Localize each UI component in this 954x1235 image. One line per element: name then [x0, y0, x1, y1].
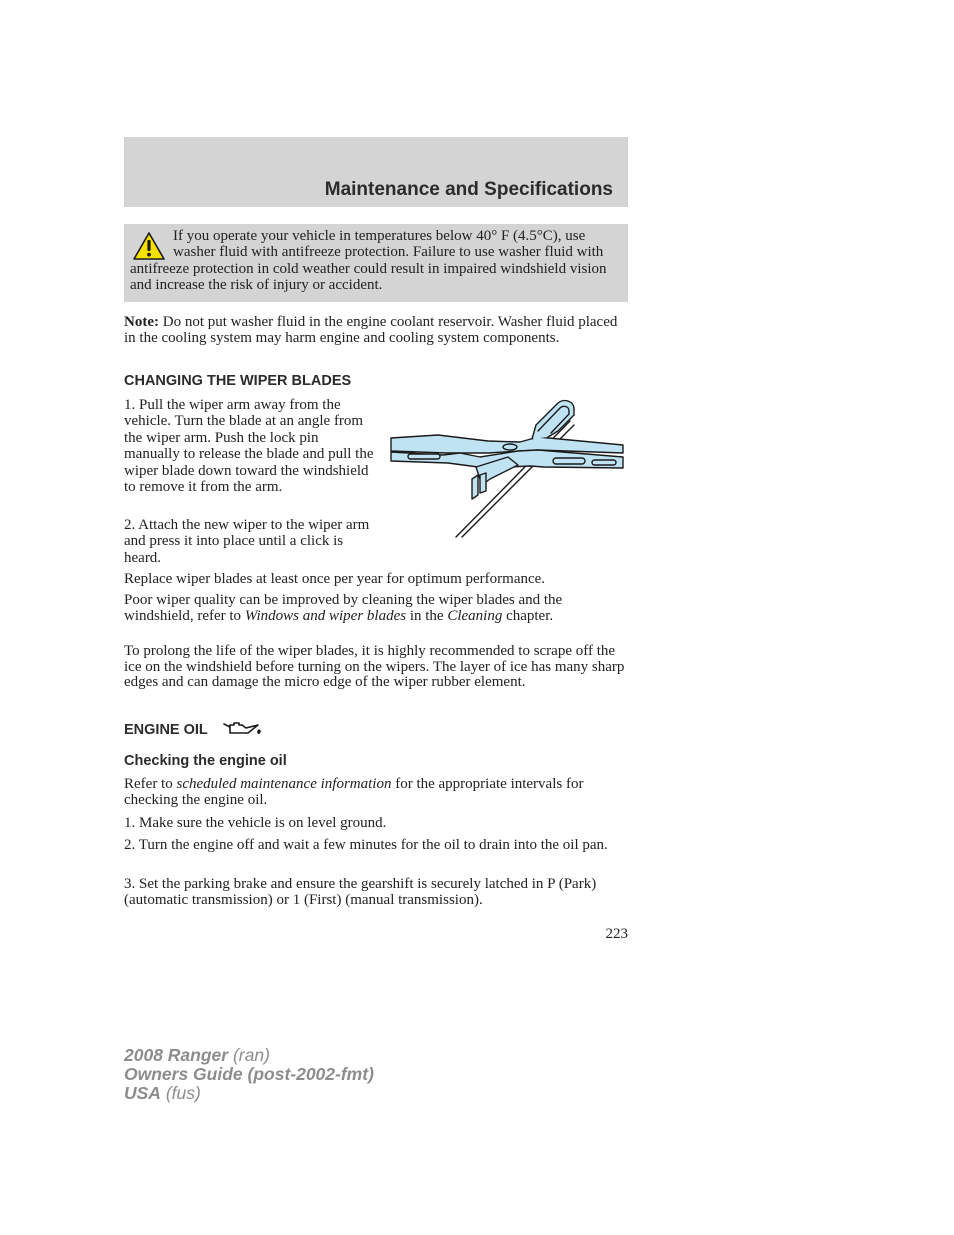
checking-oil-subheading: Checking the engine oil: [124, 753, 287, 769]
footer: [124, 1046, 374, 1103]
oil-step-1: 1. Make sure the vehicle is on level ground.: [124, 815, 387, 831]
page-number: 223: [605, 926, 628, 942]
warning-box: [124, 224, 628, 302]
footer-line-1: 2008 Ranger (ran): [124, 1045, 270, 1065]
wiper-step-1: 1. Pull the wiper arm away from the vehicle. Turn the blade at an angle from the wiper arm. Push the lock pin manually to release the blade and pull the wiper blade down toward the windshield to remove it from the arm.: [124, 397, 374, 496]
warning-text: If you operate your vehicle in temperatures below 40° F (4.5°C), use washer fluid with antifreeze protection. Failure to use washer fluid with antifreeze protection in cold weather could result in impaired windshield vision and increase the risk of injury or accident.: [130, 228, 607, 293]
refer-paragraph: Refer to scheduled maintenance information for the appropriate intervals for checking the engine oil.: [124, 776, 584, 808]
windows-wiper-reference: Windows and wiper blades: [244, 607, 407, 624]
page-title: Maintenance and Specifications: [324, 179, 613, 200]
wiper-heading: CHANGING THE WIPER BLADES: [124, 373, 352, 389]
replace-paragraph: Replace wiper blades at least once per year for optimum performance.: [124, 571, 546, 587]
prolong-paragraph: To prolong the life of the wiper blades, it is highly recommended to scrape off the ice on the windshield before turning on the wipers. The layer of ice has many sharp edges and can damage the micro edge of the wiper rubber element.: [124, 643, 625, 690]
note-paragraph: Note: Do not put washer fluid in the engine coolant reservoir. Washer fluid placed in the cooling system may harm engine and cooling system components.: [124, 314, 618, 346]
wiper-step-2: 2. Attach the new wiper to the wiper arm and press it into place until a click is heard.: [124, 517, 370, 566]
scheduled-maintenance-reference: scheduled maintenance information: [176, 776, 392, 792]
oil-step-3: 3. Set the parking brake and ensure the gearshift is securely latched in P (Park) (automatic transmission) or 1 (First) (manual transmission).: [124, 876, 597, 908]
oil-can-icon: [222, 719, 262, 739]
poor-quality-paragraph: Poor wiper quality can be improved by cleaning the wiper blades and the windshield, refer to Windows and wiper blades in the Cleaning chapter.: [124, 592, 563, 624]
footer-line-2: Owners Guide (post-2002-fmt): [124, 1064, 374, 1084]
engine-oil-heading: ENGINE OIL: [124, 722, 208, 738]
header-bar: [124, 137, 628, 207]
footer-line-3: USA (fus): [124, 1083, 201, 1103]
oil-step-2: 2. Turn the engine off and wait a few minutes for the oil to drain into the oil pan.: [124, 837, 608, 853]
cleaning-chapter-reference: Cleaning: [447, 607, 503, 624]
wiper-blade-illustration: [388, 395, 624, 540]
note-label: Note:: [124, 314, 159, 330]
